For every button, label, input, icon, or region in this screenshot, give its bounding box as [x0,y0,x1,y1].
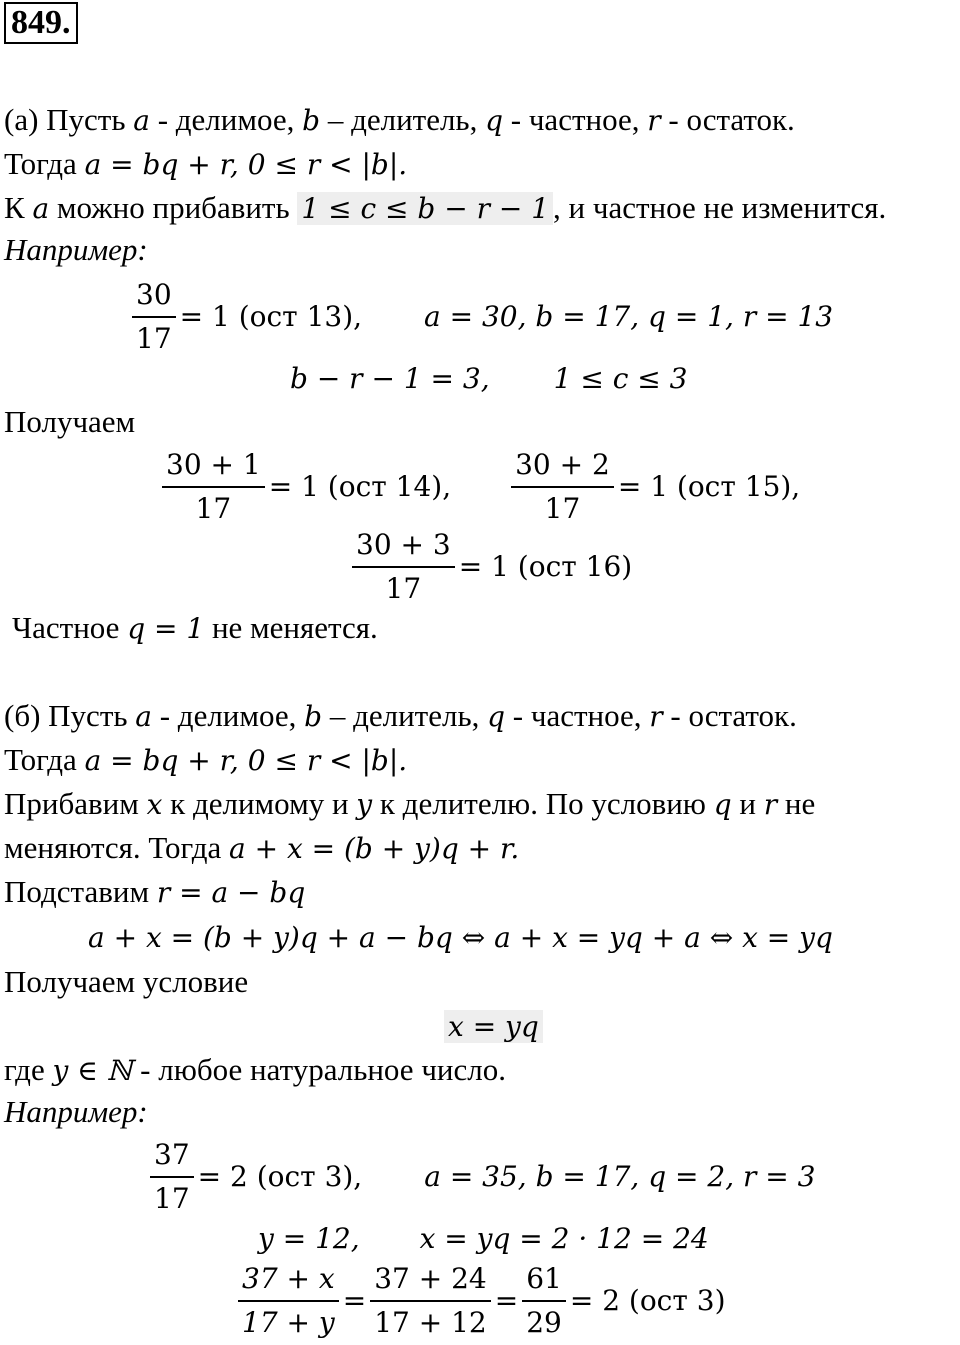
fraction [150,1134,194,1220]
text: Тогда [4,146,85,181]
numerator: 30 + 3 [356,528,451,561]
var-q: q [485,104,504,137]
result-a-3 [348,524,632,610]
denominator: 17 [136,322,172,355]
part-a-line-3 [4,188,886,229]
text: К [4,190,33,225]
fraction [132,274,176,360]
text: Частное [12,610,128,645]
where-line [4,1050,506,1091]
remainder-text: = 2 (ост 3) [569,1284,726,1317]
formula: a = bq + r, 0 ≤ r < |b|. [84,148,408,181]
var-a: a [32,192,50,225]
var-q: q [713,788,732,821]
text: можно прибавить [49,190,298,225]
part-b-line-2 [4,740,407,781]
formula: y ∈ ℕ [52,1054,133,1087]
numerator: 37 + x [242,1262,335,1295]
result-a-1 [158,444,800,530]
remainder-text: = 1 (ост 15), [617,470,801,503]
text: - частное, [505,698,650,733]
remainder-text: = 2 (ост 3), [197,1160,363,1193]
conclusion-a [12,608,378,649]
formula: r = a − bq [156,876,306,909]
example-b-3 [234,1258,726,1344]
var-r: r [649,700,663,733]
text: Тогда [4,742,85,777]
text: - остаток. [660,102,795,137]
part-b-line-1 [4,696,797,737]
highlighted-formula: 1 ≤ c ≤ b − r − 1 [297,192,553,225]
fraction [238,1258,339,1344]
text: - остаток. [662,698,797,733]
part-a-line-2 [4,144,407,185]
var-a: a [133,104,150,137]
task-number: 849. [4,2,78,44]
denominator: 17 [385,572,422,605]
numerator: 61 [526,1262,562,1295]
derivation: a + x = (b + y)q + a − bq ⇔ a + x = yq + a ⇔ x = yq [88,921,833,954]
denominator: 17 [544,492,581,525]
part-a-line-1 [4,100,795,141]
highlighted-formula: x = yq [444,1010,543,1043]
formula: 1 ≤ c ≤ 3 [553,362,688,395]
var-r: r [763,788,778,821]
variables: a = 30, b = 17, q = 1, r = 13 [424,300,834,333]
var-q: q [487,700,506,733]
text: (а) Пусть [4,102,134,137]
var-x: x [146,788,163,821]
numerator: 30 [136,278,172,311]
denominator: 17 [195,492,232,525]
denominator: 29 [526,1306,562,1339]
fraction [162,444,265,530]
condition [444,1006,543,1047]
text: Подставим [4,874,157,909]
denominator: 17 + 12 [374,1306,487,1339]
example-b-1 [146,1134,815,1220]
var-r: r [647,104,661,137]
fraction [522,1258,566,1344]
equals: = [494,1284,519,1317]
result-label: Получаем [4,404,136,439]
var-b: b [302,104,321,137]
example-b-2 [258,1218,709,1259]
numerator: 37 + 24 [374,1262,487,1295]
var-a: a [135,700,152,733]
formula: a = bq + r, 0 ≤ r < |b|. [84,744,408,777]
text: меняются. Тогда [4,830,229,865]
text: не [777,786,816,821]
remainder-text: = 1 (ост 13), [179,300,363,333]
text: - делимое, [151,698,305,733]
fraction [511,444,614,530]
text: – делитель, [320,102,486,137]
text: - частное, [503,102,648,137]
equals: = [342,1284,367,1317]
formula: q = 1 [127,612,205,645]
part-b-line-5 [4,872,305,913]
text: - любое натуральное число. [132,1052,506,1087]
text: – делитель, [322,698,488,733]
remainder-text: = 1 (ост 16) [458,550,633,583]
text: к делителю. По условию [372,786,714,821]
example-label: Например: [4,1094,148,1129]
condition-label: Получаем условие [4,964,249,999]
variables: a = 35, b = 17, q = 2, r = 3 [424,1160,816,1193]
text: , и частное не изменится. [553,190,887,225]
text: - делимое, [149,102,303,137]
denominator: 17 [154,1182,190,1215]
formula: a + x = (b + y)q + r. [228,832,520,865]
fraction [370,1258,491,1344]
formula: b − r − 1 = 3, [290,362,490,395]
part-b-line-3 [4,784,815,825]
numerator: 37 [154,1138,190,1171]
numerator: 30 + 1 [166,448,261,481]
formula: x = yq = 2 · 12 = 24 [419,1222,709,1255]
text: Прибавим [4,786,147,821]
example-a-1 [128,274,833,360]
fraction [352,524,455,610]
part-b-line-4 [4,828,519,869]
numerator: 30 + 2 [515,448,610,481]
text: не меняется. [204,610,378,645]
text: к делимому и [162,786,357,821]
example-label: Например: [4,232,148,267]
remainder-text: = 1 (ост 14), [268,470,452,503]
text: (б) Пусть [4,698,136,733]
denominator: 17 + y [242,1306,335,1339]
formula: y = 12, [258,1222,360,1255]
var-y: y [356,788,373,821]
var-b: b [304,700,323,733]
text: и [731,786,764,821]
text: где [4,1052,53,1087]
example-a-2 [290,358,687,399]
